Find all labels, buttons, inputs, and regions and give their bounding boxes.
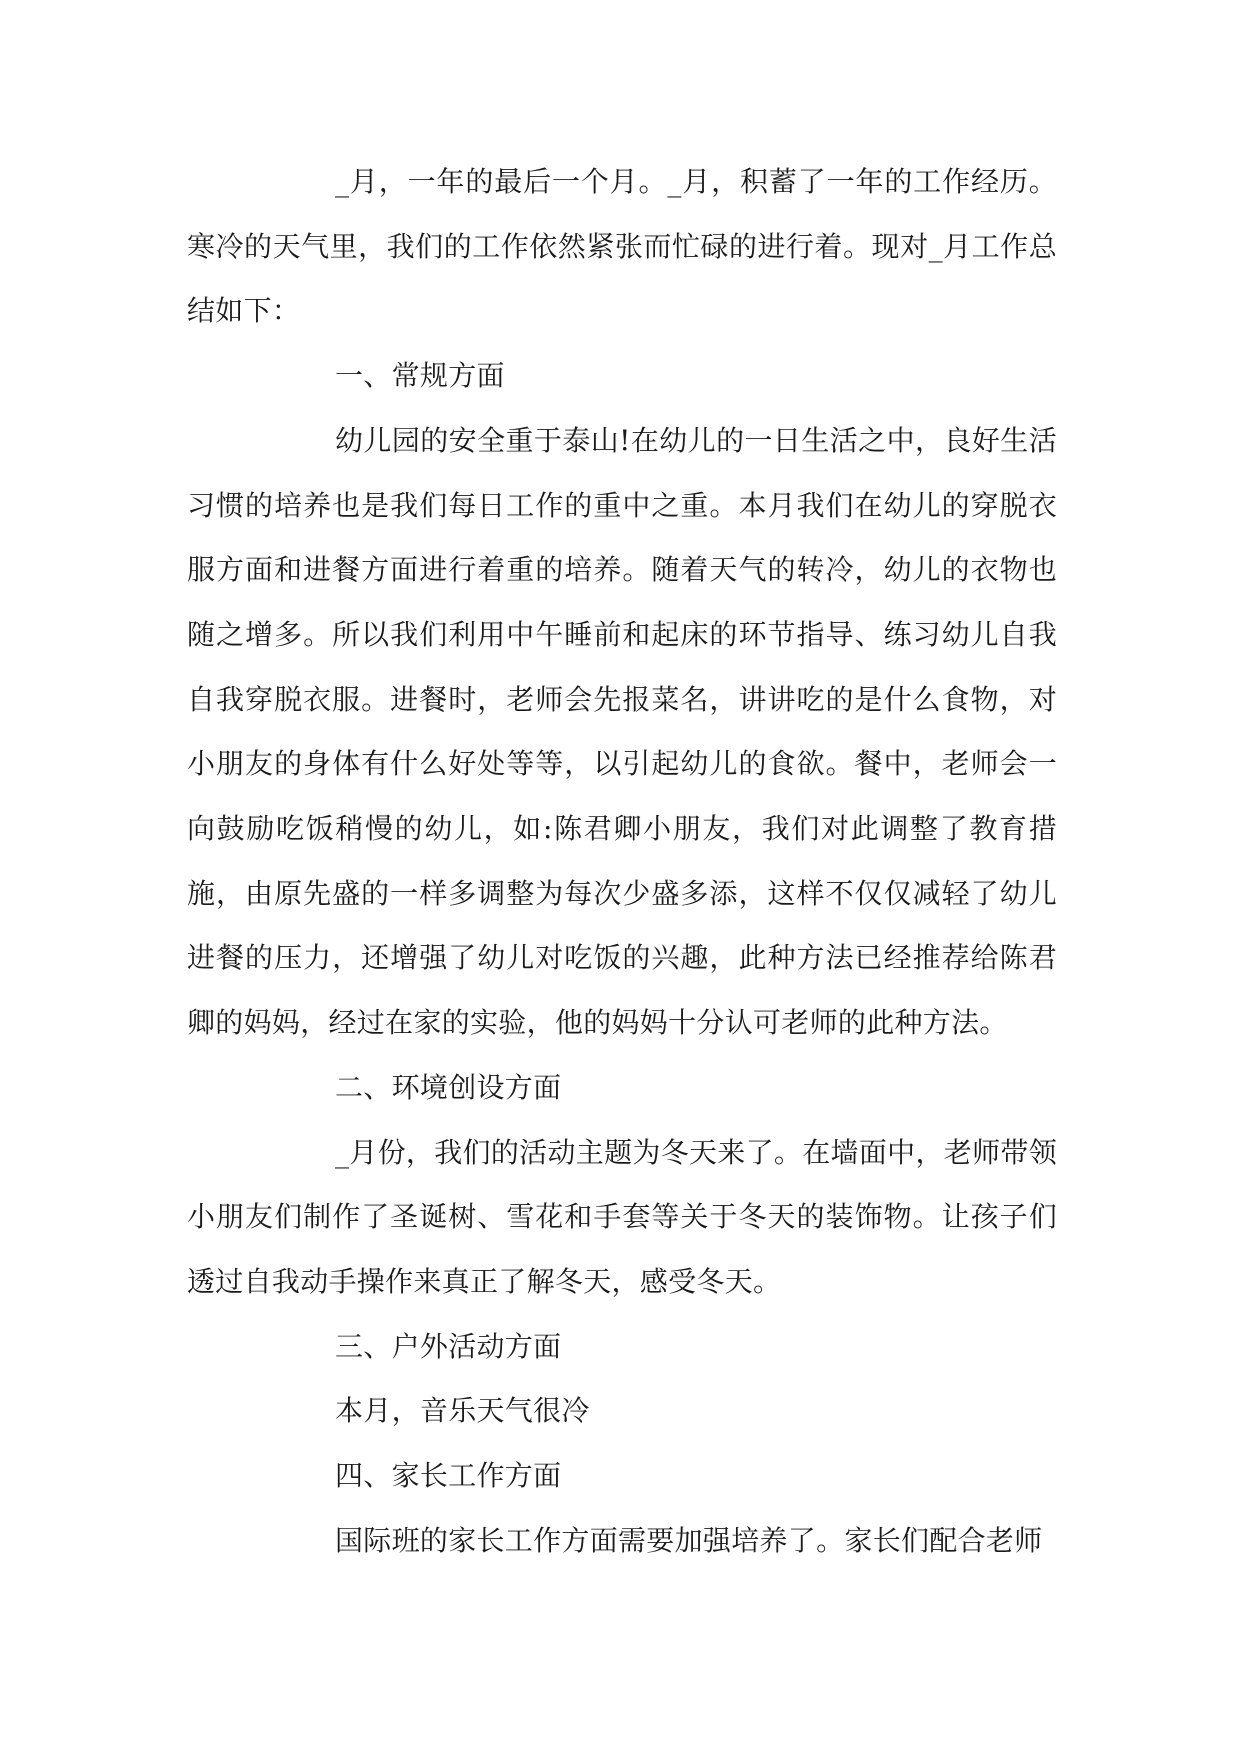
document-body [187, 150, 1057, 1573]
section-paragraph-routine: 幼儿园的安全重于泰山!在幼儿的一日生活之中，良好生活习惯的培养也是我们每日工作的重中之重。本月我们在幼儿的穿脱衣服方面和进餐方面进行着重的培养。随着天气的转冷，幼儿的衣物也随之增多。所以我们利用中午睡前和起床的环节指导、练习幼儿自我自我穿脱衣服。进餐时，老师会先报菜名，讲讲吃的是什么食物，对小朋友的身体有什么好处等等，以引起幼儿的食欲。餐中，老师会一向鼓励吃饭稍慢的幼儿，如:陈君卿小朋友，我们对此调整了教育措施，由原先盛的一样多调整为每次少盛多添，这样不仅仅减轻了幼儿进餐的压力，还增强了幼儿对吃饭的兴趣，此种方法已经推荐给陈君卿的妈妈，经过在家的实验，他的妈妈十分认可老师的此种方法。 [187, 423, 1057, 1040]
section-heading-outdoor: 三、户外活动方面 [335, 1329, 562, 1363]
section-paragraph-environment: _月份，我们的活动主题为冬天来了。在墙面中，老师带领小朋友们制作了圣诞树、雪花和手套等关于冬天的装饰物。让孩子们透过自我动手操作来真正了解冬天，感受冬天。 [187, 1135, 1057, 1298]
intro-paragraph: _月，一年的最后一个月。_月，积蓄了一年的工作经历。寒冷的天气里，我们的工作依然紧张而忙碌的进行着。现对_月工作总结如下： [187, 165, 1057, 328]
section-heading-routine: 一、常规方面 [335, 359, 505, 393]
section-paragraph-outdoor: 本月，音乐天气很冷 [335, 1394, 590, 1428]
section-heading-parents: 四、家长工作方面 [335, 1459, 562, 1493]
section-heading-environment: 二、环境创设方面 [335, 1070, 562, 1104]
section-paragraph-parents: 国际班的家长工作方面需要加强培养了。家长们配合老师 [335, 1523, 1043, 1557]
